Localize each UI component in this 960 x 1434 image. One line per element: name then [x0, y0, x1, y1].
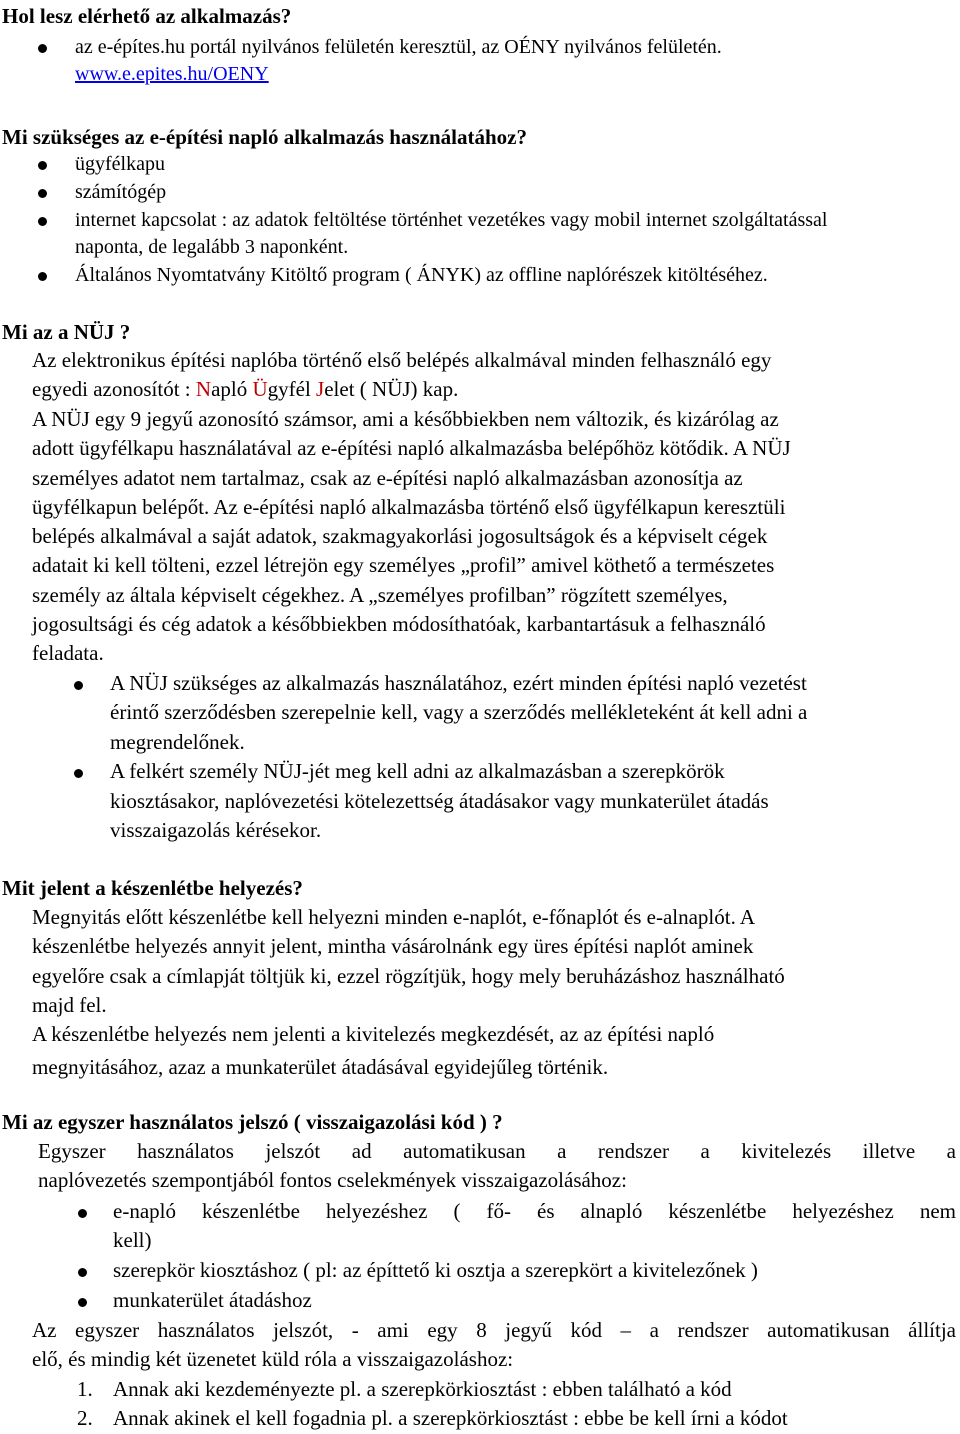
acronym-letter-u: Ü	[252, 377, 268, 401]
requirement-item-continued: naponta, de legalább 3 naponként.	[75, 236, 349, 258]
bullet-icon	[78, 1268, 87, 1277]
standby-paragraph-line: majd fel.	[32, 993, 107, 1017]
standby-paragraph-line: megnyitásához, azaz a munkaterület átadásával egyidejűleg történik.	[32, 1055, 609, 1079]
nuj-bullet-line: megrendelőnek.	[110, 730, 245, 754]
nuj-paragraph-line: adatait ki kell tölteni, ezzel létrejön egy személyes „profil” amivel köthető a természetes	[32, 553, 775, 577]
otp-paragraph-line: Egyszer használatos jelszót ad automatikusan a rendszer a kivitelezés illetve a	[38, 1139, 956, 1163]
otp-paragraph-line: Az egyszer használatos jelszót, - ami egy 8 jegyű kód – a rendszer automatikusan állítja	[32, 1318, 956, 1342]
requirement-item: számítógép	[75, 181, 167, 203]
bullet-icon	[74, 769, 83, 778]
nuj-paragraph-line: jogosultsági és cég adatok a későbbiekben módosíthatóak, karbantartásuk a felhasználó	[32, 612, 766, 636]
otp-bullet-line: kell)	[113, 1228, 152, 1252]
numbered-item: Annak akinek el kell fogadnia pl. a szerepkörkiosztást : ebbe be kell írni a kódot	[113, 1406, 788, 1430]
otp-bullet-line: e-napló készenlétbe helyezéshez ( fő- és alnapló készenlétbe helyezéshez nem	[113, 1199, 956, 1223]
text-segment: elet ( NÜJ) kap.	[324, 377, 459, 401]
numbered-item: Annak aki kezdeményezte pl. a szerepkörkiosztást : ebben található a kód	[113, 1377, 732, 1401]
oeny-link[interactable]: www.e.epites.hu/OENY	[75, 63, 269, 85]
bullet-icon	[74, 681, 83, 690]
nuj-paragraph-line: személyes adatot nem tartalmaz, csak az e-építési napló alkalmazásban azonosítja az	[32, 466, 743, 490]
heading-one-time-password: Mi az egyszer használatos jelszó ( visszaigazolási kód ) ?	[2, 1110, 503, 1134]
bullet-icon	[38, 272, 47, 281]
requirement-item: Általános Nyomtatvány Kitöltő program ( ÁNYK) az offline naplórészek kitöltéséhez.	[75, 264, 768, 286]
bullet-icon	[78, 1298, 87, 1307]
text-segment: egyedi azonosítót :	[32, 377, 196, 401]
standby-paragraph-line: Megnyitás előtt készenlétbe kell helyezni minden e-naplót, e-főnaplót és e-alnaplót. A	[32, 905, 756, 929]
requirement-item: internet kapcsolat : az adatok feltöltése történhet vezetékes vagy mobil internet szolgáltatással	[75, 209, 828, 231]
heading-availability: Hol lesz elérhető az alkalmazás?	[2, 4, 292, 28]
bullet-icon	[38, 161, 47, 170]
nuj-bullet-line: kiosztásakor, naplóvezetési kötelezettség átadásakor vagy munkaterület átadás	[110, 789, 769, 813]
heading-nuj: Mi az a NÜJ ?	[2, 320, 131, 344]
nuj-bullet-line: visszaigazolás kérésekor.	[110, 818, 322, 842]
otp-paragraph-line: naplóvezetés szempontjából fontos cselekmények visszaigazolásához:	[38, 1168, 627, 1192]
bullet-icon	[78, 1209, 87, 1218]
list-number: 1.	[77, 1377, 93, 1401]
nuj-paragraph-line: személy az általa képviselt cégekhez. A „személyes profilban” rögzített személyes,	[32, 583, 728, 607]
otp-bullet-line: munkaterület átadáshoz	[113, 1288, 312, 1312]
nuj-paragraph-line: ügyfélkapun belépőt. Az e-építési napló alkalmazásba történő első ügyfélkapun keresztüli	[32, 495, 786, 519]
nuj-paragraph-line: A NÜJ egy 9 jegyű azonosító számsor, ami a későbbiekben nem változik, és kizárólag az	[32, 407, 779, 431]
nuj-paragraph-line: adott ügyfélkapu használatával az e-építési napló alkalmazásba belépőhöz kötődik. A NÜJ	[32, 436, 791, 460]
nuj-paragraph-line: belépés alkalmával a saját adatok, szakmagyakorlási jogosultságok és a képviselt cégek	[32, 524, 768, 548]
text-segment: apló	[211, 377, 253, 401]
standby-paragraph-line: A készenlétbe helyezés nem jelenti a kivitelezés megkezdését, az az építési napló	[32, 1022, 715, 1046]
nuj-bullet-line: A NÜJ szükséges az alkalmazás használatához, ezért minden építési napló vezetést	[110, 671, 807, 695]
otp-bullet-line: szerepkör kiosztáshoz ( pl: az építtető ki osztja a szerepkört a kivitelezőnek )	[113, 1258, 758, 1282]
list-number: 2.	[77, 1406, 93, 1430]
nuj-paragraph-line: feladata.	[32, 641, 104, 665]
nuj-bullet-line: érintő szerződésben szerepelnie kell, vagy a szerződés mellékleteként át kell adni a	[110, 700, 808, 724]
otp-paragraph-line: elő, és mindig két üzenetet küld róla a visszaigazoláshoz:	[32, 1347, 514, 1371]
nuj-bullet-line: A felkért személy NÜJ-jét meg kell adni az alkalmazásban a szerepkörök	[110, 759, 725, 783]
text-segment: gyfél	[267, 377, 317, 401]
heading-standby: Mit jelent a készenlétbe helyezés?	[2, 876, 303, 900]
nuj-paragraph-line: Az elektronikus építési naplóba történő első belépés alkalmával minden felhasználó egy	[32, 348, 772, 372]
bullet-icon	[38, 189, 47, 198]
acronym-letter-j: J	[316, 377, 325, 401]
standby-paragraph-line: egyelőre csak a címlapját töltjük ki, ezzel rögzítjük, hogy mely beruházáshoz használható	[32, 964, 785, 988]
availability-item: az e-építes.hu portál nyilvános felületén keresztül, az OÉNY nyilvános felületén.	[75, 36, 722, 58]
acronym-letter-n: N	[195, 377, 212, 401]
heading-requirements: Mi szükséges az e-építési napló alkalmazás használatához?	[2, 125, 527, 149]
standby-paragraph-line: készenlétbe helyezés annyit jelent, mintha vásárolnánk egy üres építési naplót aminek	[32, 934, 754, 958]
bullet-icon	[38, 217, 47, 226]
nuj-paragraph-line	[32, 375, 458, 404]
bullet-icon	[38, 44, 47, 53]
requirement-item: ügyfélkapu	[75, 153, 165, 175]
